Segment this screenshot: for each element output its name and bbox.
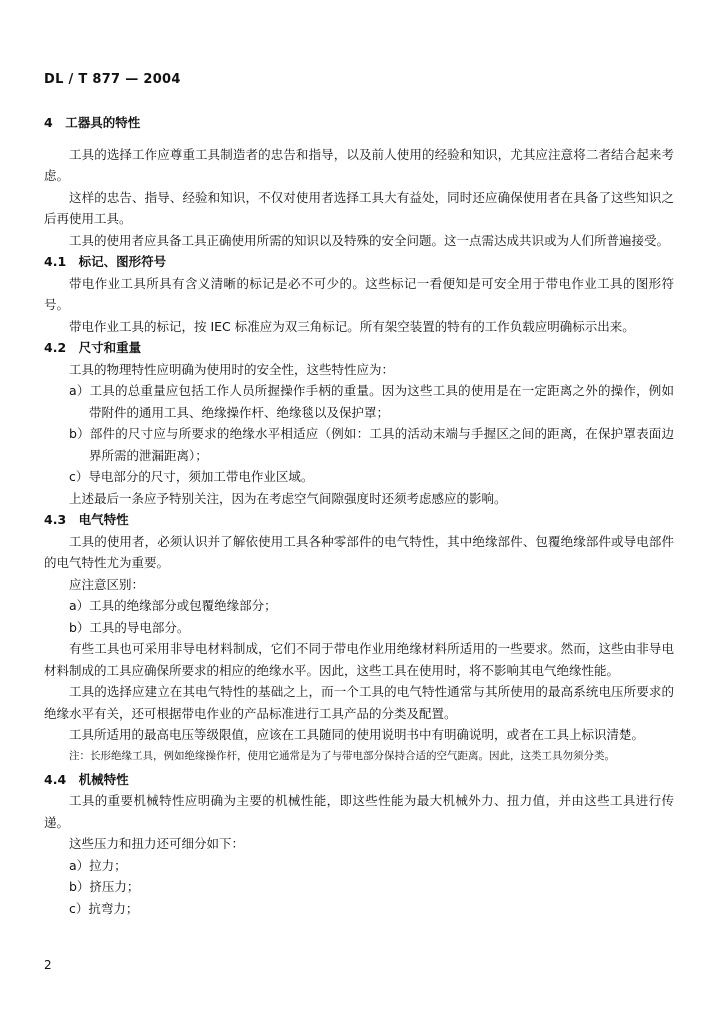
list-item: b）部件的尺寸应与所要求的绝缘水平相适应（例如：工具的活动末端与手握区之间的距离，在保护罩表面边界所需的泄漏距离）； (69, 426, 674, 463)
section-4-3-paragraph-1: 工具的使用者，必须认识并了解依使用工具各种零部件的电气特性，其中绝缘部件、包覆绝缘部件或导电部件的电气特性尤为重要。 (44, 533, 674, 570)
section-4-1-paragraph-1: 带电作业工具所具有含义清晰的标记是必不可少的。这些标记一看便知是可安全用于带电作业工具的图形符号。 (44, 275, 674, 312)
standard-code-header: DL / T 877 — 2004 (44, 72, 181, 87)
section-4-4-list (44, 855, 674, 920)
section-4-2-paragraph-1: 工具的物理特性应明确为使用时的安全性，这些特性应为： (69, 361, 395, 377)
page-number: 2 (44, 958, 52, 972)
list-item: b）工具的导电部分。 (69, 619, 190, 635)
section-4-4-paragraph-2: 这些压力和扭力还可细分如下： (69, 836, 245, 851)
section-4-3-paragraph-3: 有些工具也可采用非导电材料制成，它们不同于带电作业用绝缘材料所适用的一些要求。然而，这些由非导电材料制成的工具应确保所要求的相应的绝缘水平。因此，这些工具在使用时，将不影响其电气绝缘性能。 (44, 641, 674, 678)
list-item: b）挤压力； (69, 879, 140, 894)
note-text: 注：长形绝缘工具，例如绝缘操作杆，使用它通常是为了与带电部分保持合适的空气距离。因此，这类工具勿须分类。 (69, 749, 615, 762)
list-item: a）工具的总重量应包括工作人员所握操作手柄的重量。因为这些工具的使用是在一定距离之外的操作，例如带附件的通用工具、绝缘操作杆、绝缘毯以及保护罩； (69, 383, 674, 420)
section-4-4-heading: 4.4 机械特性 (44, 771, 129, 787)
section-4-paragraph-1: 工具的选择工作应尊重工具制造者的忠告和指导，以及前人使用的经验和知识，尤其应注意将二者结合起来考虑。 (44, 146, 674, 183)
section-4-3-paragraph-4: 工具的选择应建立在其电气特性的基础之上，而一个工具的电气特性通常与其所使用的最高系统电压所要求的绝缘水平有关，还可根据带电作业的产品标准进行工具产品的分类及配置。 (44, 684, 674, 721)
section-4-2-paragraph-2: 上述最后一条应予特别关注，因为在考虑空气间隙强度时还须考虑感应的影响。 (69, 490, 507, 506)
section-4-3-paragraph-2: 应注意区别： (69, 576, 145, 592)
list-item: a）工具的绝缘部分或包覆绝缘部分； (69, 598, 277, 613)
section-4-paragraph-2: 这样的忠告、指导、经验和知识，不仅对使用者选择工具大有益处，同时还应确保使用者在具备了这些知识之后再使用工具。 (44, 189, 674, 226)
section-4-3-list (44, 595, 674, 638)
list-item: c）导电部分的尺寸，须加工带电作业区域。 (69, 469, 314, 484)
section-4-heading: 4 工器具的特性 (44, 115, 141, 130)
section-4-1-paragraph-2: 带电作业工具的标记，按 IEC 标准应为双三角标记。所有架空装置的特有的工作负载应明确标示出来。 (69, 318, 635, 334)
section-4-4-paragraph-1: 工具的重要机械特性应明确为主要的机械性能，即这些性能为最大机械外力、扭力值，并由这些工具进行传递。 (44, 793, 674, 830)
section-4-3-paragraph-5: 工具所适用的最高电压等级限值，应该在工具随同的使用说明书中有明确说明，或者在工具上标识清楚。 (69, 727, 645, 742)
section-4-2-heading: 4.2 尺寸和重量 (44, 340, 142, 355)
section-4-2-list (44, 380, 674, 488)
list-item: c）抗弯力； (69, 900, 139, 916)
section-4-paragraph-3: 工具的使用者应具备工具正确使用所需的知识以及特殊的安全问题。这一点需达成共识或为人们所普遍接受。 (69, 232, 670, 248)
section-4-1-heading: 4.1 标记、图形符号 (44, 254, 167, 269)
section-4-3-note (44, 748, 674, 765)
list-item: a）拉力； (69, 857, 127, 873)
section-4-3-heading: 4.3 电气特性 (44, 512, 129, 527)
document-body (44, 112, 674, 919)
